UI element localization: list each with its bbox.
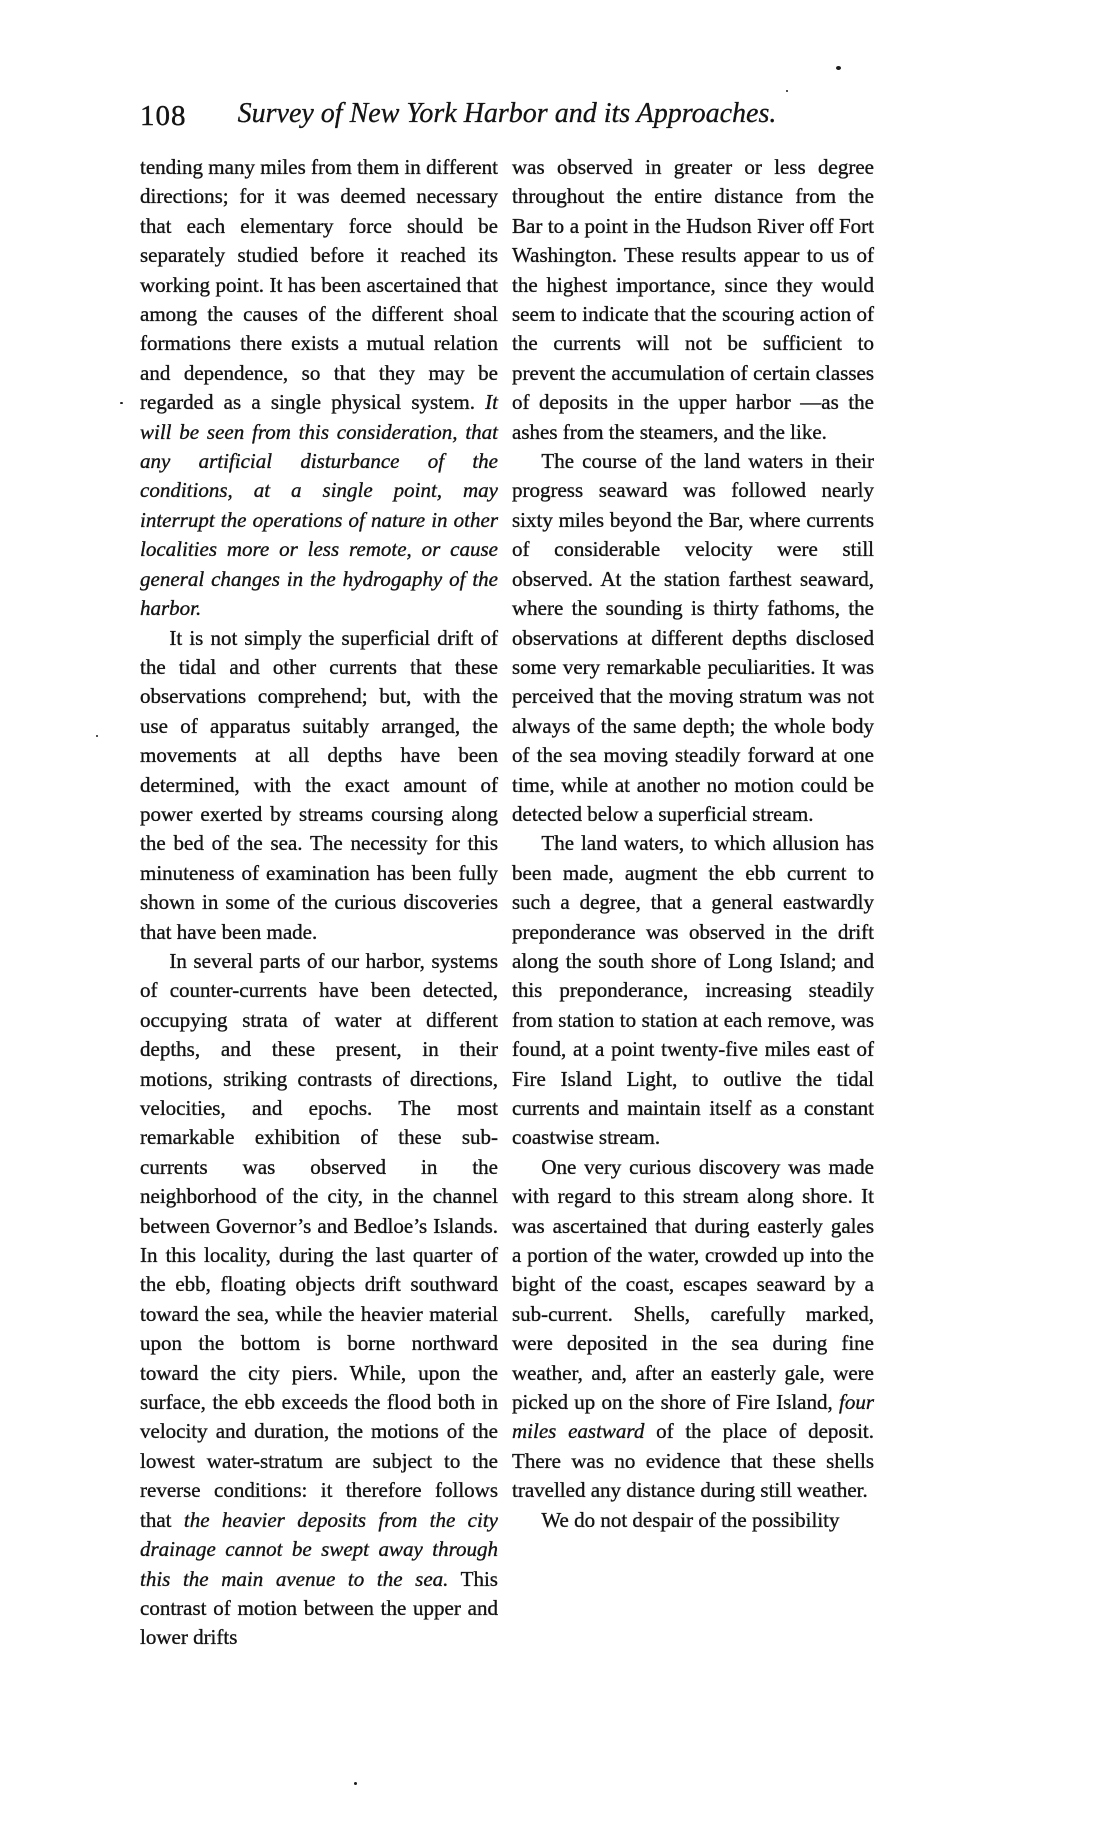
paragraph	[140, 624, 498, 947]
text-segment: In several parts of our harbor, systems of counter-currents have been detected, occupying strata of water at different depths, and these present, in their motions, striking contrasts of directions, velocities, and epochs. The most remarkable exhibition of these sub-currents was observed in the neighborhood of the city, in the channel between Governor’s and Bedloe’s Islands. In this locality, during the last quarter of the ebb, floating objects drift southward toward the sea, while the heavier material upon the bottom is borne northward toward the city piers. While, upon the surface, the ebb exceeds the flood both in velocity and duration, the motions of the lowest water-stratum are subject to the reverse conditions: it therefore follows that	[140, 948, 498, 1532]
text-segment-italic: four miles eastward	[512, 1390, 874, 1444]
text-segment: The land waters, to which allusion has been made, augment the ebb current to such a degree, that a general eastwardly preponderance was observed in the drift along the south shore of Long Island; and this preponderance, increasing steadily from station to station at each remove, was found, at a point twenty-five miles east of Fire Island Light, to outlive the tidal currents and maintain itself as a constant coastwise stream.	[512, 831, 874, 1150]
page-number: 108	[140, 100, 187, 132]
text-segment: It is not simply the superficial drift of the tidal and other currents that these observations comprehend; but, with the use of apparatus suitably arranged, the movements at all depths have been determined, with the exact amount of power exerted by streams coursing along the bed of the sea. The necessity for this minuteness of examination has been fully shown in some of the curious discoveries that have been made.	[140, 625, 498, 944]
page-header	[140, 98, 874, 138]
text-segment-italic: the heavier deposits from the city drainage cannot be swept away through this the main avenue to the sea.	[140, 1507, 498, 1591]
scan-speck	[354, 1782, 357, 1785]
scan-speck	[836, 66, 841, 70]
paragraph	[140, 947, 498, 1653]
paragraph	[512, 1506, 874, 1535]
paragraph	[512, 153, 874, 447]
right-column	[512, 153, 874, 1653]
text-columns	[140, 153, 874, 1653]
paragraph	[512, 447, 874, 829]
text-segment: The course of the land waters in their progress seaward was followed nearly sixty miles beyond the Bar, where currents of considerable velocity were still observed. At the station farthest seaward, where the sounding is thirty fathoms, the observations at different depths disclosed some very remarkable peculiarities. It was perceived that the moving stratum was not always of the same depth; the whole body of the sea moving steadily forward at one time, while at another no motion could be detected below a superficial stream.	[512, 449, 874, 826]
text-segment: was observed in greater or less degree throughout the entire distance from the Bar to a point in the Hudson River off Fort Washington. These results appear to us of the highest importance, since they would seem to indicate that the scouring action of the currents will not be sufficient to prevent the accumulation of certain classes of deposits in the upper harbor —as the ashes from the steamers, and the like.	[512, 155, 874, 444]
paragraph	[512, 1153, 874, 1506]
text-segment: One very curious discovery was made with regard to this stream along shore. It was ascertained that during easterly gales a portion of the water, crowded up into the bight of the coast, escapes seaward by a sub-current. Shells, carefully marked, were deposited in the sea during fine weather, and, after an easterly gale, were picked up on the shore of Fire Island,	[512, 1154, 874, 1415]
left-column	[140, 153, 498, 1653]
text-segment: of the place of deposit. There was no evidence that these shells travelled any distance during still weather.	[512, 1419, 874, 1503]
paragraph	[512, 829, 874, 1152]
text-segment: We do not despair of the possibility	[541, 1507, 840, 1532]
scan-speck	[786, 90, 788, 92]
text-segment: tending many miles from them in different directions; for it was deemed necessary that each elementary force should be separately studied before it reached its working point. It has been ascertained that among the causes of the different shoal formations there exists a mutual relation and dependence, so that they may be regarded as a single physical system.	[140, 155, 498, 415]
scan-speck	[96, 735, 98, 737]
paragraph	[140, 153, 498, 624]
running-title: Survey of New York Harbor and its Approaches.	[237, 98, 777, 129]
text-segment-italic: It will be seen from this consideration, that any artificial disturbance of the conditions, at a single point, may interrupt the operations of nature in other localities more or less remote, or cause general changes in the hydrogaphy of the harbor.	[140, 390, 498, 621]
scan-speck	[120, 402, 123, 404]
text-segment: This contrast of motion between the upper and lower drifts	[140, 1566, 498, 1650]
